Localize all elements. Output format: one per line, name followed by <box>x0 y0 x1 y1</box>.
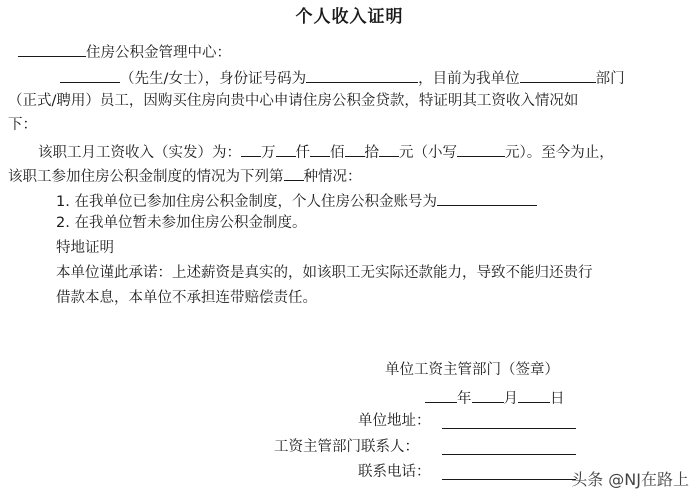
blank-recipient-center <box>18 40 86 57</box>
blank-contact <box>442 454 576 455</box>
p1-text-b: ，目前为我单位 <box>418 71 520 87</box>
blank-address <box>442 428 576 429</box>
paragraph1-line3: 下： <box>8 117 37 133</box>
blank-employee-name <box>60 66 120 83</box>
p2-line2-text-b: 种情况： <box>303 169 362 185</box>
pledge-line2: 借款本息，本单位不承担连带赔偿责任。 <box>56 290 317 306</box>
option-2: 2. 在我单位暂未参加住房公积金制度。 <box>56 215 307 231</box>
p2-text-a: 该职工月工资收入（实发）为： <box>38 145 241 161</box>
blank-day <box>518 386 550 403</box>
unit-bai: 佰 <box>330 145 345 161</box>
label-month: 月 <box>503 391 518 407</box>
recipient-suffix: 住房公积金管理中心： <box>86 45 231 61</box>
label-year: 年 <box>457 391 472 407</box>
address-label: 单位地址： <box>358 413 431 429</box>
p2-line2-text-a: 该职工参加住房公积金制度的情况为下列第 <box>8 169 284 185</box>
blank-amount-digits <box>457 140 505 157</box>
blank-year <box>425 386 457 403</box>
recipient-line <box>18 40 231 63</box>
unit-shi: 拾 <box>364 145 379 161</box>
option-1 <box>56 189 537 212</box>
p1-text-a: （先生/女士），身份证号码为 <box>120 71 307 87</box>
blank-qian <box>276 140 296 157</box>
paragraph1-line1 <box>60 66 625 89</box>
phone-label: 联系电话： <box>358 464 431 480</box>
option-1-text: 1. 在我单位已参加住房公积金制度，个人住房公积金账号为 <box>56 194 437 210</box>
blank-shi <box>345 140 365 157</box>
blank-bai <box>310 140 330 157</box>
blank-department <box>520 66 596 83</box>
blank-fund-account <box>437 189 537 206</box>
p2-text-end: 元）。至今为止， <box>505 145 614 161</box>
signature-date <box>425 386 565 409</box>
contact-label: 工资主管部门联系人： <box>274 439 419 455</box>
unit-wan: 万 <box>261 145 276 161</box>
watermark: 头条 @NJ在路上 <box>571 470 689 489</box>
blank-phone <box>442 479 576 480</box>
paragraph2-line1 <box>38 140 614 163</box>
p1-text-c: 部门 <box>595 71 625 87</box>
label-day: 日 <box>550 391 565 407</box>
unit-yuan-lowercase: 元（小写 <box>399 145 457 161</box>
blank-wan <box>241 140 261 157</box>
blank-month <box>472 386 504 403</box>
blank-yuan <box>379 140 399 157</box>
blank-case-number <box>284 164 304 181</box>
paragraph2-line2 <box>8 164 362 187</box>
blank-id-number <box>306 66 418 83</box>
unit-qian: 仟 <box>295 145 310 161</box>
special-heading: 特地证明 <box>56 240 114 256</box>
paragraph1-line2: （正式/聘用）员工，因购买住房向贵中心申请住房公积金贷款，特证明其工资收入情况如 <box>8 93 579 109</box>
pledge-line1: 本单位谨此承诺：上述薪资是真实的，如该职工无实际还款能力，导致不能归还贵行 <box>56 265 593 281</box>
document-title: 个人收入证明 <box>295 7 404 27</box>
signature-dept-label: 单位工资主管部门（签章） <box>385 362 559 378</box>
